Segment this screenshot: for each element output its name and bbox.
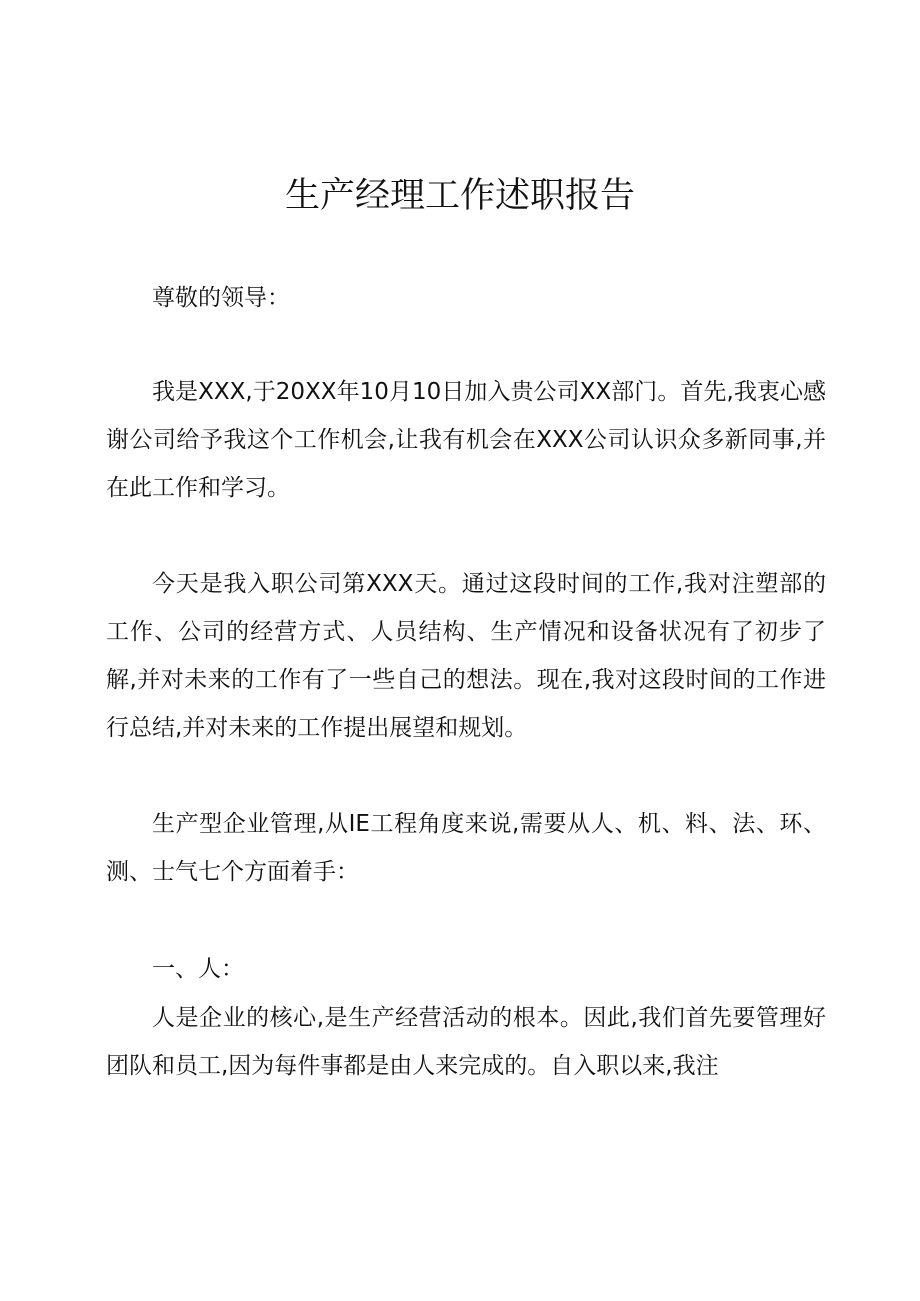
summary-paragraph: 今天是我入职公司第XXX天。通过这段时间的工作,我对注塑部的工作、公司的经营方式、人员结构、生产情况和设备状况有了初步了解,并对未来的工作有了一些自己的想法。现在,我对这段时间的工作进行总结,并对未来的工作提出展望和规划。: [106, 571, 826, 741]
aspects-paragraph: 生产型企业管理,从IE工程角度来说,需要从人、机、料、法、环、测、士气七个方面着手：: [106, 811, 826, 885]
intro-paragraph: 我是XXX,于20XX年10月10日加入贵公司XX部门。首先,我衷心感谢公司给予我这个工作机会,让我有机会在XXX公司认识众多新同事,并在此工作和学习。: [106, 379, 826, 501]
section-one-body: 人是企业的核心,是生产经营活动的根本。因此,我们首先要管理好团队和员工,因为每件事都是由人来完成的。自入职以来,我注: [106, 1005, 826, 1079]
document-title: 生产经理工作述职报告: [284, 176, 635, 216]
greeting-paragraph: 尊敬的领导：: [152, 285, 290, 311]
section-one-heading: 一、人：: [152, 956, 244, 982]
